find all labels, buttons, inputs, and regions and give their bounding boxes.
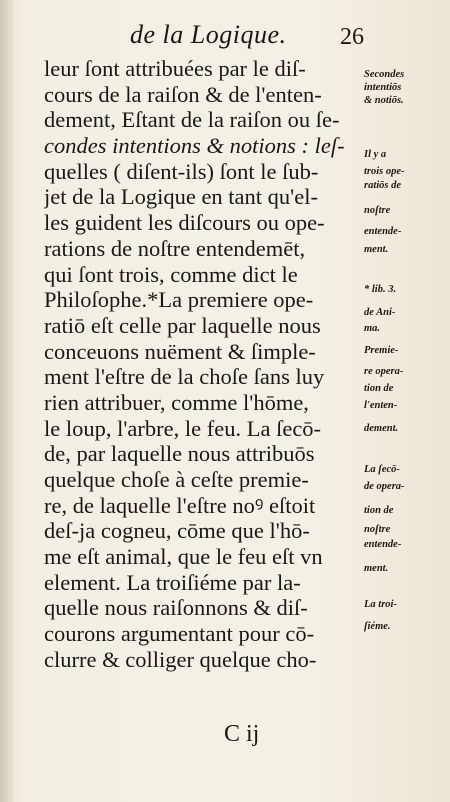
text-line: qui ſont trois, comme dict le	[44, 261, 298, 287]
margin-note: ment.	[364, 563, 389, 574]
text-line: rations de noſtre entendemēt,	[44, 235, 306, 261]
text-line: jet de la Logique en tant qu'el-	[44, 184, 318, 210]
margin-note: Secondes	[364, 69, 405, 80]
margin-note: noſtre	[364, 205, 391, 216]
margin-note: ſiéme.	[364, 621, 391, 632]
text-line: conceuons nuëment & ſimple-	[44, 338, 316, 364]
main-text-block	[44, 56, 362, 673]
signature-mark: C ij	[224, 721, 260, 747]
margin-note: ratiōs de	[364, 180, 402, 191]
text-line: ratiō eſt celle par laquelle nous	[44, 312, 321, 338]
margin-note: trois ope-	[364, 166, 405, 177]
margin-note: noſtre	[364, 524, 391, 535]
text-line: dement, Eſtant de la raiſon ou ſe-	[44, 107, 340, 133]
text-line: quelle nous raiſonnons & diſ-	[44, 595, 308, 621]
margin-note: Premie-	[364, 345, 399, 356]
margin-note: dement.	[364, 423, 399, 434]
text-line: de, par laquelle nous attribuōs	[44, 441, 315, 467]
margin-note: * lib. 3.	[364, 284, 397, 295]
margin-note: Il y a	[364, 149, 387, 160]
margin-note: ment.	[364, 244, 389, 255]
margin-note: La ſecō-	[364, 464, 400, 475]
text-line: me eſt animal, que le feu eſt vn	[44, 544, 323, 570]
text-line: clurre & colliger quelque cho-	[44, 646, 317, 672]
text-line: ment l'eſtre de la choſe ſans luy	[44, 364, 325, 390]
margin-note: de opera-	[364, 481, 405, 492]
text-line: deſ-ja cogneu, cōme que l'hō-	[44, 518, 310, 544]
text-line: quelles ( diſent-ils) ſont le ſub-	[44, 158, 319, 184]
text-line: quelque choſe à ceſte premie-	[44, 467, 309, 492]
margin-note: & notiōs.	[364, 95, 404, 106]
margin-note: de Ani-	[364, 307, 396, 318]
text-line: rien attribuer, comme l'hōme,	[44, 389, 309, 415]
margin-note: re opera-	[364, 366, 404, 377]
text-line: courons argumentant pour cō-	[44, 621, 315, 647]
margin-note: entende-	[364, 539, 402, 550]
running-title: de la Logique.	[130, 20, 287, 49]
page-number: 26	[340, 24, 364, 50]
text-line: le loup, l'arbre, le feu. La ſecō-	[44, 415, 322, 441]
margin-note: entende-	[364, 226, 402, 237]
margin-note: La troi-	[364, 599, 397, 610]
text-line: re, de laquelle l'eſtre noꝰ eſtoit	[44, 492, 316, 518]
text-line: condes intentions & notions : leſ-	[44, 133, 345, 159]
margin-note: l'enten-	[364, 400, 398, 411]
margin-note: tion de	[364, 505, 394, 516]
page-gutter-shadow	[0, 0, 14, 802]
margin-note: tion de	[364, 383, 394, 394]
text-line: leur ſont attribuées par le diſ-	[44, 56, 306, 81]
text-line: Philoſophe.*La premiere ope-	[44, 287, 314, 313]
margin-note: ma.	[364, 323, 381, 334]
text-line: cours de la raiſon & de l'enten-	[44, 81, 322, 107]
text-line: les guident les diſcours ou ope-	[44, 210, 325, 236]
text-line: element. La troiſiéme par la-	[44, 569, 301, 595]
margin-note: intentiōs	[364, 82, 402, 93]
